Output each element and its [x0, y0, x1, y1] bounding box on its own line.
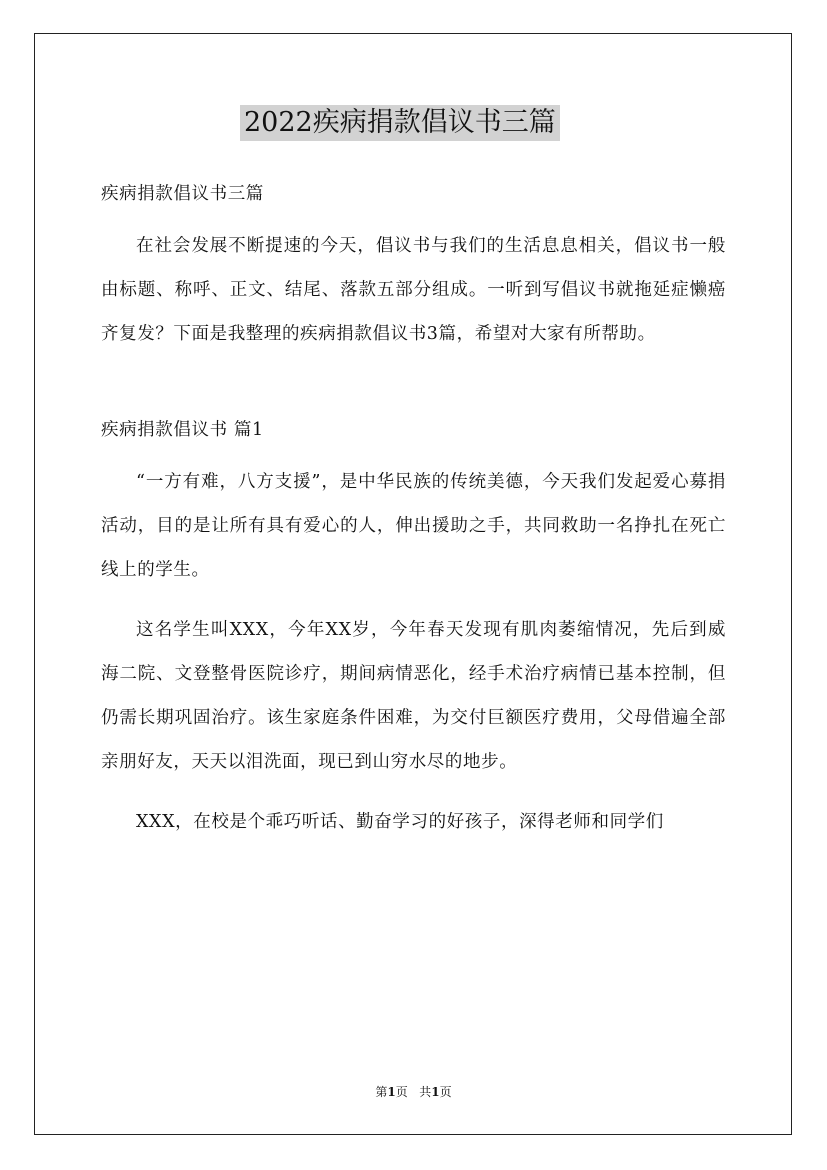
intro-paragraph: 在社会发展不断提速的今天，倡议书与我们的生活息息相关，倡议书一般由标题、称呼、正文、结尾、落款五部分组成。一听到写倡议书就拖延症懒癌齐复发？下面是我整理的疾病捐款倡议书3篇，希望对大家有所帮助。: [101, 236, 726, 344]
document-title: 2022疾病捐款倡议书三篇: [240, 105, 560, 141]
total-prefix: 共: [419, 1085, 432, 1099]
spacer: [101, 216, 726, 224]
total-suffix: 页: [439, 1085, 452, 1099]
body-paragraph-3: XXX，在校是个乖巧听话、勤奋学习的好孩子，深得老师和同学们: [136, 812, 664, 832]
page-suffix: 页: [395, 1085, 408, 1099]
spacer: [101, 356, 726, 408]
section-heading: 疾病捐款倡议书 篇1: [101, 420, 264, 440]
page-number: 1: [387, 1085, 396, 1099]
document-body: [101, 172, 726, 844]
body-paragraph-1: “一方有难，八方支援”，是中华民族的传统美德，今天我们发起爱心募捐活动，目的是让所有具有爱心的人，伸出援助之手，共同救助一名挣扎在死亡线上的学生。: [101, 472, 726, 580]
body-paragraph-2: 这名学生叫XXX，今年XX岁，今年春天发现有肌肉萎缩情况，先后到威海二院、文登整骨医院诊疗，期间病情恶化，经手术治疗病情已基本控制，但仍需长期巩固治疗。该生家庭条件困难，为交付巨额医疗费用，父母借遍全部亲朋好友，天天以泪洗面，现已到山穷水尽的地步。: [101, 620, 726, 772]
page-prefix: 第: [375, 1085, 388, 1099]
total-pages: 1: [431, 1085, 440, 1099]
spacer: [101, 452, 726, 460]
document-subtitle: 疾病捐款倡议书三篇: [101, 184, 264, 204]
spacer: [101, 784, 726, 800]
page-footer: [0, 1084, 827, 1100]
spacer: [101, 592, 726, 608]
